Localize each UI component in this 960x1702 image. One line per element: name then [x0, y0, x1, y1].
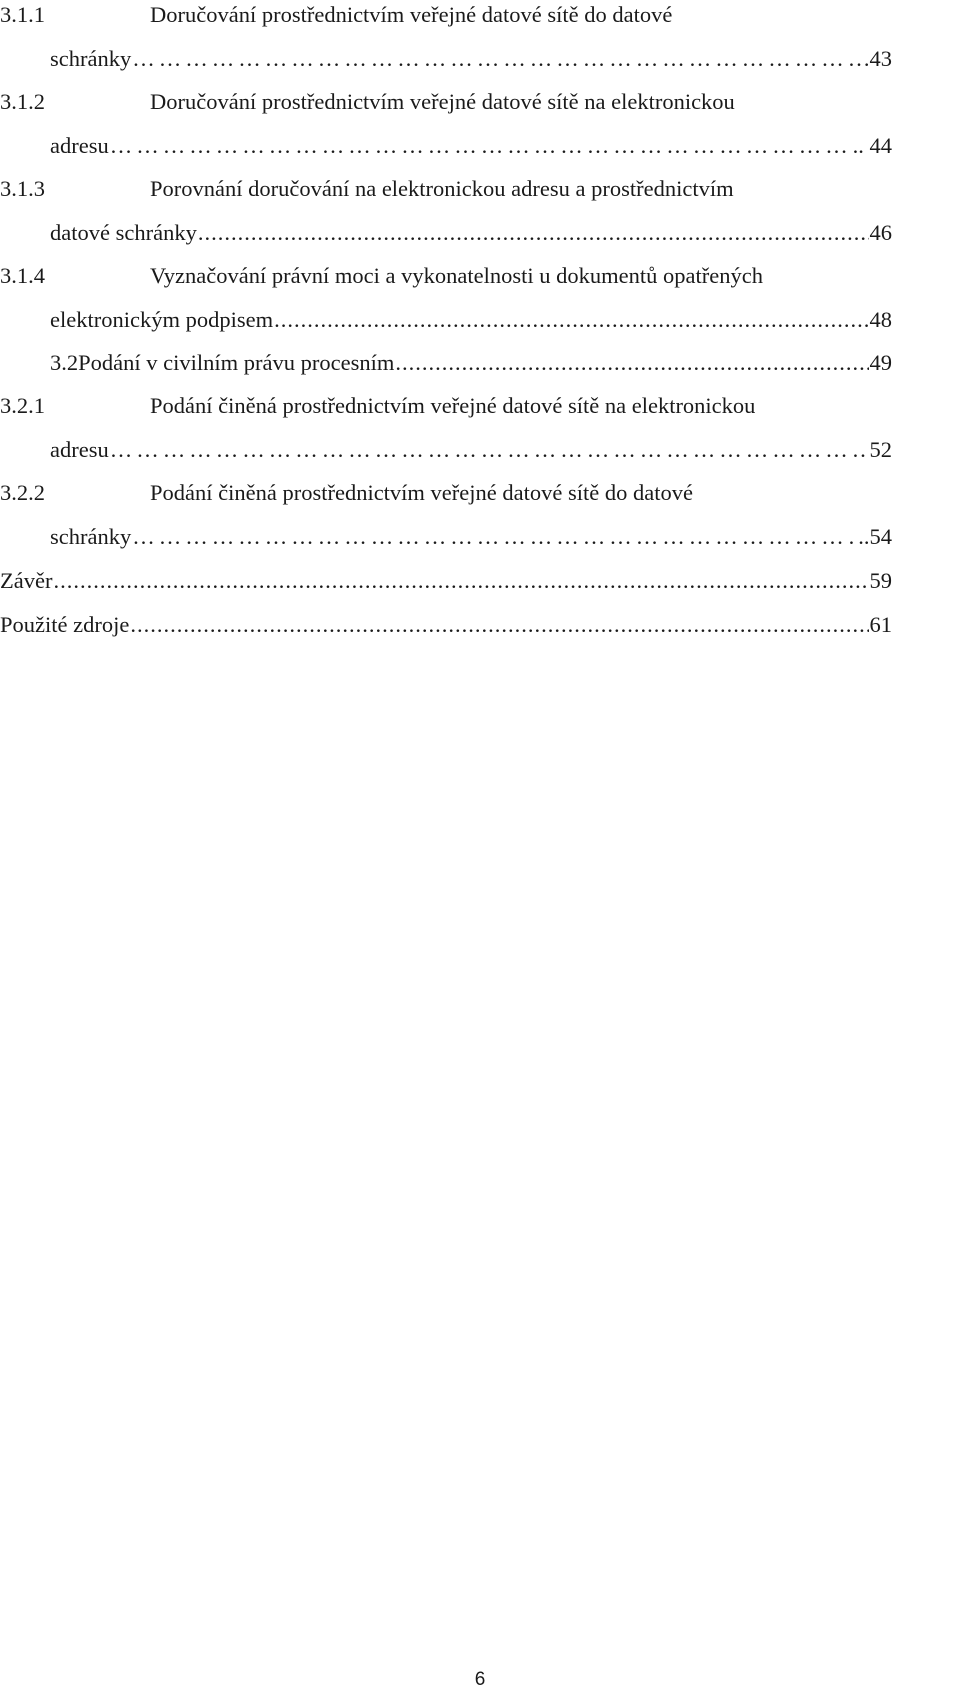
toc-page-number: 61	[869, 612, 892, 637]
toc-entry-3-1-2-line1	[0, 87, 735, 117]
toc-page-number: . 44	[858, 133, 892, 158]
toc-leader	[395, 348, 868, 378]
toc-title[interactable]: Podání činěná prostřednictvím veřejné datové sítě do datové	[150, 480, 693, 505]
toc-number: 3.2	[50, 350, 79, 375]
toc-title: Závěr	[0, 568, 53, 593]
toc-entry-3-2-1-line2[interactable]	[50, 435, 892, 465]
toc-page-number: 52	[869, 437, 892, 462]
toc-entry-zaver[interactable]	[0, 566, 892, 596]
toc-entry-3-2[interactable]	[50, 348, 892, 378]
toc-entry-3-1-3-line1	[0, 174, 734, 204]
page-number: 6	[474, 1669, 486, 1690]
toc-leader	[53, 566, 868, 596]
toc-leader	[132, 522, 857, 552]
toc-title-continued: schránky	[50, 524, 132, 549]
toc-title: Použité zdroje	[0, 612, 130, 637]
toc-title[interactable]: Vyznačování právní moci a vykonatelnosti u dokumentů opatřených	[150, 263, 763, 288]
toc-title[interactable]: Porovnání doručování na elektronickou adresu a prostřednictvím	[150, 176, 734, 201]
toc-leader	[198, 218, 869, 248]
toc-leader	[110, 131, 858, 161]
toc-title: Podání v civilním právu procesním	[78, 350, 395, 375]
toc-entry-pouzite-zdroje[interactable]	[0, 610, 892, 640]
toc-entry-3-1-4-line1	[0, 261, 763, 291]
toc-page-number: 48	[869, 307, 892, 332]
toc-number: 3.1.3	[0, 176, 45, 201]
toc-entry-3-1-3-line2[interactable]	[50, 218, 892, 248]
toc-entry-3-2-2-line1	[0, 478, 693, 508]
toc-page-number: 49	[869, 350, 892, 375]
toc-entry-3-1-1-line2[interactable]	[50, 44, 892, 74]
toc-leader	[274, 305, 868, 335]
toc-entry-3-1-2-line2[interactable]	[50, 131, 892, 161]
toc-leader	[110, 435, 869, 465]
toc-title-continued: adresu	[50, 437, 109, 462]
toc-entry-3-1-4-line2[interactable]	[50, 305, 892, 335]
toc-page-number: .43	[863, 46, 892, 71]
toc-entry-3-1-1-line1	[0, 0, 672, 30]
toc-number: 3.2.1	[0, 393, 45, 418]
toc-number: 3.1.2	[0, 89, 45, 114]
toc-title[interactable]: Podání činěná prostřednictvím veřejné datové sítě na elektronickou	[150, 393, 756, 418]
toc-number: 3.1.4	[0, 263, 45, 288]
toc-number: 3.2.2	[0, 480, 45, 505]
toc-title-continued: adresu	[50, 133, 109, 158]
toc-entry-3-2-1-line1	[0, 391, 755, 421]
toc-page-number: ..54	[858, 524, 892, 549]
toc-title-continued: elektronickým podpisem	[50, 307, 274, 332]
toc-title-continued: schránky	[50, 46, 132, 71]
toc-title[interactable]: Doručování prostřednictvím veřejné datové sítě na elektronickou	[150, 89, 735, 114]
toc-leader	[132, 44, 863, 74]
toc-title[interactable]: Doručování prostřednictvím veřejné datové sítě do datové	[150, 2, 673, 27]
toc-leader	[130, 610, 868, 640]
toc-entry-3-2-2-line2[interactable]	[50, 522, 892, 552]
toc-page-number: 46	[869, 220, 892, 245]
toc-number: 3.1.1	[0, 2, 45, 27]
toc-title-continued: datové schránky	[50, 220, 197, 245]
toc-page-number: 59	[869, 568, 892, 593]
